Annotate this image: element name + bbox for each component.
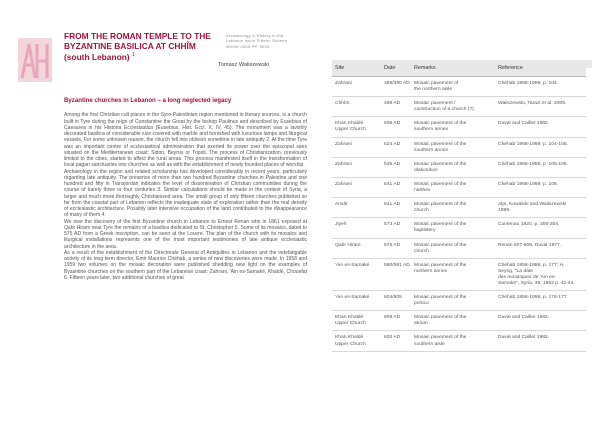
cell-remarks-text: Mosaic pavement of the [414,262,467,268]
page-tab-marker [586,60,592,68]
cell-reference [498,97,586,116]
cell-date-text: 580/581 AD [384,262,410,268]
cell-reference-text: 1999. [498,208,511,214]
cell-site-text: Qabr Hiram [335,242,361,248]
table-row [332,259,586,291]
cell-remarks [414,291,498,310]
cell-site-text: Upper Church [335,321,366,327]
cell-site [332,198,384,217]
cell-remarks-text: southern annex [414,127,449,133]
cell-date [384,178,414,197]
cell-reference-text: Chéhab 1958-1959, p. 176-177. [498,295,569,301]
cell-site [332,138,384,157]
cell-remarks-text: construction of a church (?) [414,107,474,113]
table-row [332,138,586,158]
cell-date [384,291,414,310]
cell-reference [498,331,586,350]
cell-remarks-text: narthex [414,188,431,194]
cell-reference-text: Chéhab 1958-1959, p. 177; H. [498,262,565,268]
cell-date-text: 389/390 AD [384,81,410,86]
cell-date-text: 541 AD [384,181,401,187]
table-row [332,291,586,311]
table-row [332,218,586,238]
cell-site-text: Khan Khaldé [335,315,364,321]
cell-date-text: 573 AD [384,222,401,228]
cell-site [332,77,384,96]
cell-reference-text: Alpi, Kowalski and Waliszewski [498,202,567,208]
cell-reference [498,239,586,258]
cell-reference-text: Samaké", Syria, 39, 1962 p. 42-44. [498,280,575,286]
table-row [332,311,586,331]
cell-date-text: 608 AD [384,315,401,321]
cell-remarks-text: Mosaic pavement of the [414,222,467,228]
cell-remarks-text: Mosaic pavement of the [414,242,467,248]
cell-site [332,239,384,258]
cell-reference-text: Waliszewski, Tarazi et al. 2009. [498,101,567,107]
cell-remarks-text: church [414,208,429,214]
cell-remarks-text: Mosaic pavement of [414,81,459,86]
body-paragraph: As a result of the establishment of the Directorate General of Antiquities in Lebanon and the indefatigable activity of its long term director, Emir Maurice Chéhab, a series of new discoveries were made. In 1958 and 1959 two volumes on the mosaic decoration were published shedding new light on the examples of Byzantine churches on the southern part of the Lebanese coast: Zahrani, 'Ain es-Samaké, Khaldé, Chouefat 6. Fifteen years later, two additional churches of great [64,249,307,281]
title-line-1: FROM THE ROMAN TEMPLE TO THE [64,31,211,41]
header-site: Site [335,65,345,71]
cell-remarks-text: diakonikon [414,167,438,173]
cell-reference [498,117,586,136]
cell-remarks-text: Mosaic pavement of the [414,295,467,301]
cell-remarks [414,331,498,350]
body-paragraph: Archaeology in the region and related scholarship has developed considerably in recent years, particularly regarding late antiquity. The presence of more than two hundred Byzantine churches in Palestine and one hundred and fifty in Transjordan indicates the level of dissemination of Christian communities during the course of barely three or four centuries 3. Similar calculations should be made in the context of Syria, a larger and much more thoroughly Christianized area. The small group of only fifteen churches published so far from the coastal part of Lebanon reflects the inadequate state of exploration rather than the real density of ecclesiastic architecture. Possibly later intensive occupation of the land contributed to the disappearance of many of them 4. [64,168,307,219]
cell-remarks-text: portico [414,301,429,307]
cell-date-text: 575 AD [384,242,401,248]
cell-remarks-text: Mosaic pavement of the [414,181,467,187]
journal-line-3: Winter 2006 PP. 0000 [226,43,270,49]
cell-remarks-text: Mosaic pavement of the [414,161,467,167]
cell-reference [498,138,586,157]
cell-site-text: Upper Church [335,341,366,347]
cell-date [384,158,414,177]
title-line-3 [64,51,224,62]
cell-date [384,218,414,237]
cell-remarks [414,97,498,116]
cell-remarks [414,77,498,96]
cell-remarks [414,138,498,157]
cell-reference-text: Chéhab 1958-1959, p. 104. [498,81,559,86]
cell-date [384,239,414,258]
cell-remarks [414,178,498,197]
cell-site [332,311,384,330]
cell-site-text: Khan Khaldé [335,335,364,341]
cell-site-text: Ansâr [335,202,348,208]
cell-site-text: 'Ain es-Samaké [335,262,370,268]
cell-date-text: 604/605 [384,295,402,301]
cell-site-text: Khan Khaldé [335,121,364,127]
cell-site-text: Zahrani [335,141,352,147]
header-reference: Reference [498,65,523,71]
cell-remarks-text: Mosaic pavement of the [414,335,467,341]
cell-site-text: 'Ain es-Samaké [335,295,370,301]
header-date: Date [384,65,396,71]
cell-date-text: 524 AD [384,141,401,147]
body-paragraph: We owe the discovery of the first Byzantine church in Lebanon to Ernest Renan who in 1861 exposed at Qabr Hiram near Tyre the remains of a basilica dedicated to St. Christopher 5. Some of its mosaics, dated to 575 AD from a Greek inscription, can be seen at the Louvre. The plan of the church with its mosaics and liturgical installations represents one of the most important testimonies of late antique ecclesiastic architecture in the area. [64,218,307,250]
cell-remarks-text: Mosaic pavement / [414,101,456,107]
table-body [332,77,586,352]
journal-logo [18,38,52,82]
cell-site-text: Jiyeh [335,222,347,228]
cell-remarks [414,218,498,237]
cell-site [332,291,384,310]
cell-remarks [414,158,498,177]
cell-date [384,138,414,157]
cell-remarks [414,198,498,217]
cell-date-text: 535 AD [384,161,401,167]
cell-site [332,178,384,197]
title-region: (south Lebanon) [64,51,130,62]
table-row [332,239,586,259]
cell-date [384,77,414,96]
cell-remarks [414,311,498,330]
cell-remarks-text: northern annex [414,268,448,274]
table-row [332,158,586,178]
title-line-2: BYZANTINE BASILICA AT CHHÎM [64,40,196,51]
cell-site [332,158,384,177]
cell-remarks-text: atrium [414,321,428,327]
cell-reference-text: Seyrig, "La date [498,268,533,274]
dated-churches-table [332,60,586,352]
cell-site [332,259,384,290]
cell-reference-text: Renan 607-608, Duval 1977. [498,242,562,248]
cell-reference [498,178,586,197]
cell-reference-text: Contenau 1920, p. 300-304. [498,222,560,228]
cell-site-text: Zahrani [335,181,352,187]
body-paragraph: Among the first Christian cult places in the Syro-Palestinian region mentioned in literary sources, is a church built in Tyre during the reign of Constantine the Great by the bishop Paulinus and described by Eusebius of Caesarea in his Historia Ecclesiastica (Eusebius, Hist. Eccl. X, IV, 45). The monument was a lavishly decorated basilica of considerable size covered with marble and furnished with luxurious lamps and liturgical vessels. For some unknown reason, the church fell into oblivion sometime in late antiquity 2. At the time Tyre was an important centre of ecclesiastical administration that exerted its power over the episcopal sees situated on the Mediterranean coast: Sidon, Beyrus or Tripoli. The process of Christianization, previously limited to the cities, started to affect the rural areas. This process manifested itself in the transformation of local pagan sanctuaries into churches as well as with the establishment of newly founded places of worship. [64,112,307,169]
cell-reference [498,259,586,290]
cell-remarks-text: the northern aisle [414,87,453,93]
author-name: Tomasz Waliszewski [218,62,270,68]
cell-remarks-text: baptistery [414,228,436,234]
section-heading: Byzantine churches in Lebanon – a long neglected legacy [64,97,232,104]
cell-site [332,331,384,350]
cell-date [384,117,414,136]
cell-remarks [414,239,498,258]
table-row [332,97,586,117]
cell-date-text: 506 AD [384,121,401,127]
cell-remarks-text: southern annex [414,147,449,153]
table-header [332,60,586,77]
cell-reference-text: Chéhab 1958-1959, p. 105-106. [498,161,569,167]
table-row [332,331,586,351]
cell-site [332,117,384,136]
cell-remarks-text: Mosaic pavement of the [414,315,467,321]
cell-site-text: Chhîm [335,101,350,107]
cell-reference [498,291,586,310]
journal-line-2: Lebanon Issue Fifteen Sixteen [226,38,288,44]
title-footnote-mark: 1 [131,52,135,59]
cell-site-text: Upper Church [335,127,366,133]
journal-info [226,33,316,49]
table-row [332,198,586,218]
cell-reference-text: Chéhab 1958-1959, p. 104-105. [498,141,569,147]
cell-date [384,198,414,217]
cell-site-text: Zahrani [335,81,352,86]
cell-site-text: Zahrani [335,161,352,167]
cell-remarks [414,259,498,290]
cell-date-text: 498 AD [384,101,401,107]
cell-site [332,97,384,116]
cell-reference [498,218,586,237]
cell-reference [498,198,586,217]
cell-reference-text: Duval and Caillet 1982. [498,121,550,127]
cell-remarks-text: church [414,248,429,254]
cell-reference-text: Chéhab 1958-1959, p. 106. [498,181,559,187]
cell-date [384,311,414,330]
cell-reference-text: des mosaïques de 'Ain es- [498,274,557,280]
cell-remarks-text: Mosaic pavement of the [414,121,467,127]
cell-remarks [414,117,498,136]
cell-reference [498,158,586,177]
cell-remarks-text: southern aisle [414,341,445,347]
cell-reference [498,311,586,330]
cell-date-text: 541 AD [384,202,401,208]
cell-date [384,331,414,350]
table-row [332,178,586,198]
table-row [332,77,586,97]
journal-line-1: Archaeology & History in the [226,33,284,38]
header-remarks: Remarks [414,65,436,71]
article-title [64,32,224,63]
cell-remarks-text: Mosaic pavement of the [414,202,467,208]
cell-date [384,259,414,290]
table-row [332,117,586,137]
cell-date [384,97,414,116]
cell-remarks-text: Mosaic pavement of the [414,141,467,147]
article-body [64,98,307,281]
cell-date-text: 602 AD [384,335,401,341]
cell-site [332,218,384,237]
cell-reference [498,77,586,96]
cell-reference-text: Duval and Caillet 1982. [498,315,550,321]
cell-reference-text: Duval and Caillet 1982. [498,335,550,341]
